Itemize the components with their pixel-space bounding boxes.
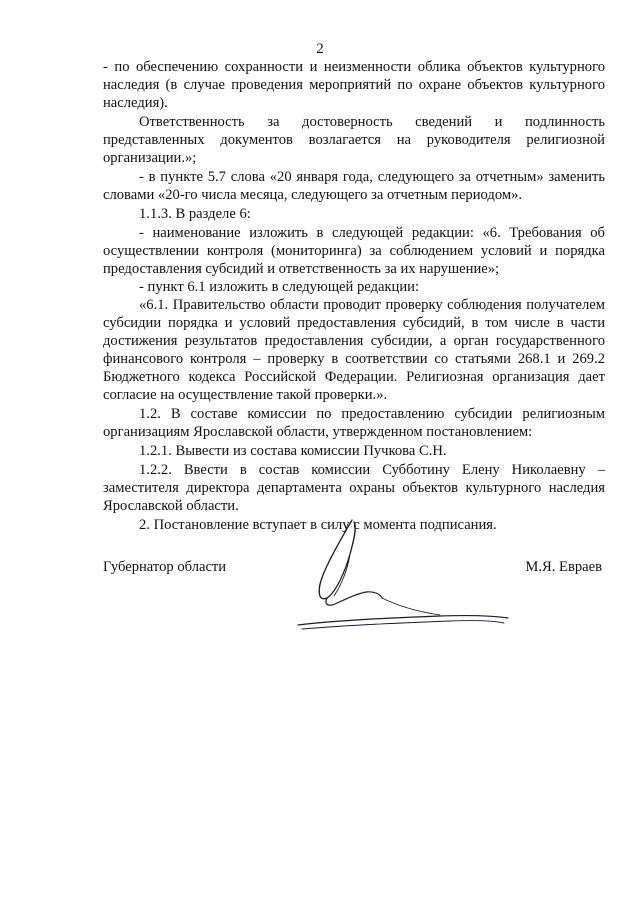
paragraph: - в пункте 5.7 слова «20 января года, следующего за отчетным» заменить словами «20-го числа месяца, следующего за отчетным периодом».	[103, 169, 605, 203]
paragraph: 1.1.3. В разделе 6:	[139, 206, 251, 222]
paragraph: 1.2. В составе комиссии по предоставлению субсидии религиозным организациям Ярославской области, утвержденном постановлением:	[103, 406, 605, 440]
paragraph: - наименование изложить в следующей редакции: «6. Требования об осуществлении контроля (мониторинга) за соблюдением условий и порядка предоставления субсидий и ответственность за их нарушение»;	[103, 225, 605, 277]
paragraph: Ответственность за достоверность сведений и подлинность представленных документов возлагается на руководителя религиозной организации.»;	[103, 114, 605, 166]
paragraph: 1.2.1. Вывести из состава комиссии Пучкова С.Н.	[139, 443, 447, 459]
paragraph: «6.1. Правительство области проводит проверку соблюдения получателем субсидии порядка и условий предоставления субсидий, в том числе в части достижения результатов предоставления субсидии, а орган государственного финансового контроля – проверку в соответствии со статьями 268.1 и 269.2 Бюджетного кодекса Российской Федерации. Религиозная организация дает согласие на осуществление такой проверки.».	[103, 297, 605, 403]
paragraph-list-item: - по обеспечению сохранности и неизменности облика объектов культурного наследия (в случае проведения мероприятий по охране объектов культурного наследия).	[103, 59, 605, 111]
handwritten-signature	[290, 512, 520, 642]
paragraph: - пункт 6.1 изложить в следующей редакции:	[139, 279, 420, 295]
signer-position: Губернатор области	[103, 559, 227, 575]
signer-name: М.Я. Евраев	[525, 559, 602, 575]
document-body	[103, 58, 605, 534]
paragraph: 1.2.2. Ввести в состав комиссии Субботину Елену Николаевну – заместителя директора департамента охраны объектов культурного наследия Ярославской области.	[103, 462, 605, 514]
paragraph: 2. Постановление вступает в силу с момента подписания.	[139, 517, 497, 533]
page-number: 2	[316, 41, 324, 57]
